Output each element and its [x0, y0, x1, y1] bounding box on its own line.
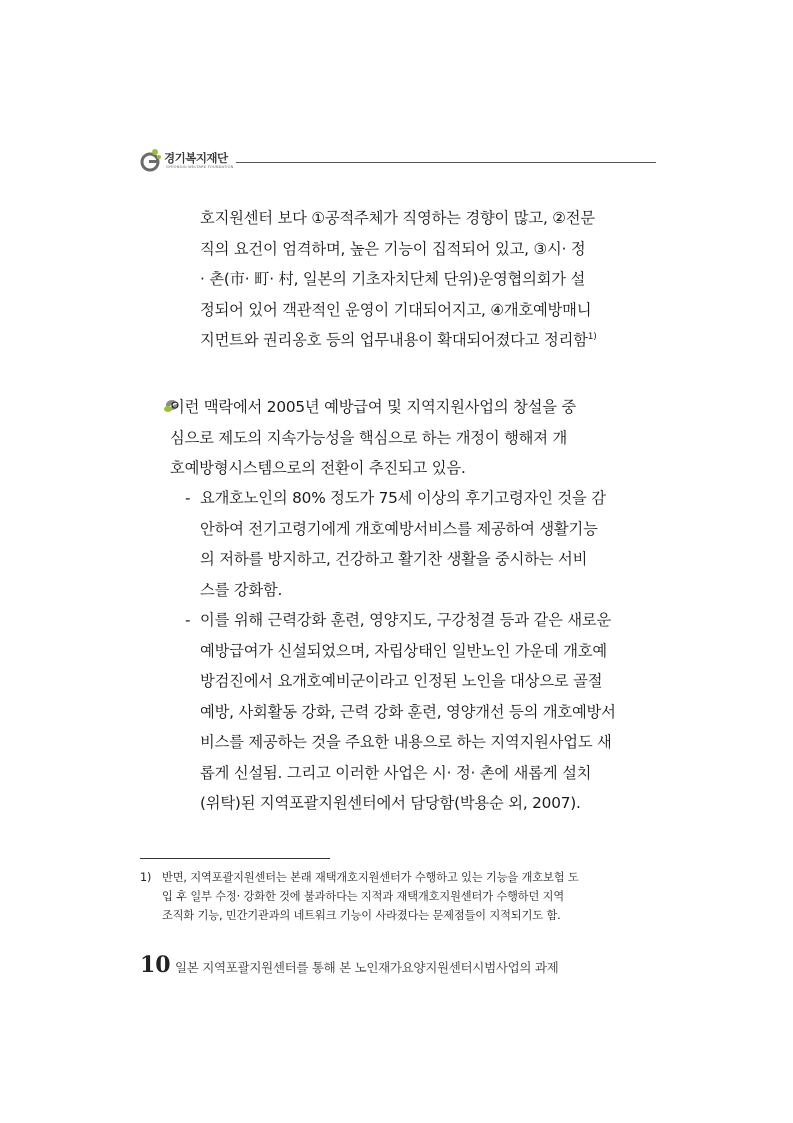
text-line: 예방, 사회활동 강화, 근력 강화 훈련, 영양개선 등의 개호예방서 — [200, 702, 616, 721]
footnote-line: 조직화 기능, 민간기관과의 네트워크 기능이 사라졌다는 문제점들이 지적되기도 함. — [162, 909, 561, 922]
text-line: · 촌(市· 町· 村, 일본의 기초자치단체 단위)운영협의회가 설 — [200, 270, 586, 288]
text-line: 이런 맥락에서 2005년 예방급여 및 지역지원사업의 창설을 중 — [170, 398, 577, 416]
continuation-paragraph — [200, 203, 656, 356]
logo-text: 경기복지재단 — [164, 151, 228, 165]
foundation-logo-icon — [140, 148, 162, 172]
text-line: 심으로 제도의 지속가능성을 핵심으로 하는 개정이 행해져 개 — [170, 428, 568, 447]
text-line: 예방급여가 신설되었으며, 자립상태인 일반노인 가운데 개호예 — [200, 641, 607, 660]
text-line: 직의 요건이 엄격하며, 높은 기능이 집적되어 있고, ③시· 정 — [200, 239, 586, 258]
dash-item-1 — [185, 483, 656, 605]
text-line: 의 저하를 방지하고, 건강하고 활기찬 생활을 중시하는 서비 — [200, 550, 588, 568]
text-line-content: 지먼트와 권리옹호 등의 업무내용이 확대되어졌다고 정리함 — [200, 331, 588, 349]
dash-marker: - — [185, 489, 191, 507]
logo-subtitle: GYEONGGI WELFARE FOUNDATION — [166, 165, 234, 169]
text-line: 요개호노인의 80% 정도가 75세 이상의 후기고령자인 것을 감 — [200, 489, 606, 507]
footnote — [140, 868, 656, 925]
text-line — [200, 325, 656, 356]
text-line: 호지원센터 보다 ①공적주체가 직영하는 경향이 많고, ②전문 — [200, 209, 595, 227]
page-header — [140, 146, 656, 176]
text-line: 호예방형시스템으로의 전환이 추진되고 있음. — [170, 459, 466, 477]
page-number: 10 — [140, 952, 171, 978]
text-line: 안하여 전기고령기에게 개호예방서비스를 제공하여 생활기능 — [200, 519, 598, 538]
text-line: 비스를 제공하는 것을 주요한 내용으로 하는 지역지원사업도 새 — [200, 733, 612, 751]
footnote-line: 입 후 일부 수정· 강화한 것에 불과하다는 지적과 재택개호지원센터가 수행하던 지역 — [162, 890, 565, 903]
footnote-line: 반면, 지역포괄지원센터는 본래 재택개호지원센터가 수행하고 있는 기능을 개호보험 도 — [162, 871, 579, 884]
text-line: 정되어 있어 객관적인 운영이 기대되어지고, ④개호예방매니 — [200, 300, 592, 319]
header-rule — [236, 162, 656, 163]
text-line: 방검진에서 요개호예비군이라고 인정된 노인을 대상으로 골절 — [200, 672, 603, 690]
footnote-number: 1) — [140, 871, 152, 884]
running-title: 일본 지역포괄지원센터를 통해 본 노인재가요양지원센터시범사업의 과제 — [175, 960, 559, 975]
text-line: (위탁)된 지역포괄지원센터에서 담당함(박용순 외, 2007). — [200, 794, 581, 812]
dash-marker: - — [185, 611, 191, 629]
footnote-rule — [140, 858, 330, 859]
text-line: 스를 강화함. — [200, 580, 283, 599]
text-line: 롭게 신설됨. 그리고 이러한 사업은 시· 정· 촌에 새롭게 설치 — [200, 763, 592, 782]
text-line: 이를 위해 근력강화 훈련, 영양지도, 구강청결 등과 같은 새로운 — [200, 611, 612, 629]
footnote-ref: 1) — [587, 331, 597, 342]
dash-item-2 — [185, 605, 656, 819]
bullet-paragraph — [170, 392, 656, 484]
